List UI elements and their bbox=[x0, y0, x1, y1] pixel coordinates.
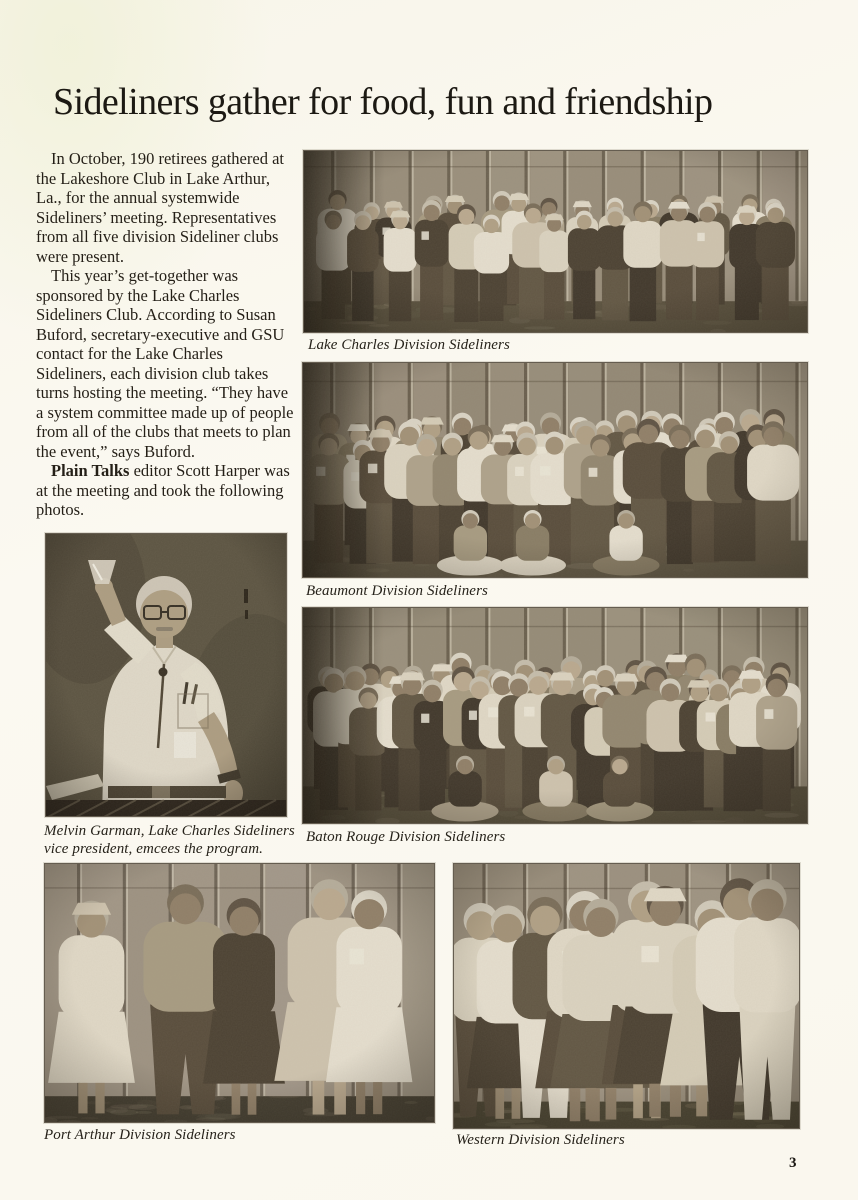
caption-melvin-garman: Melvin Garman, Lake Charles Sideliners vice president, emcees the program. bbox=[44, 823, 295, 857]
photo-melvin-garman bbox=[45, 533, 287, 817]
photo-beaumont-sideliners bbox=[302, 362, 808, 578]
caption-lake-charles: Lake Charles Division Sideliners bbox=[308, 337, 510, 353]
article-body bbox=[36, 149, 294, 520]
article-paragraph bbox=[36, 149, 294, 266]
plain-talks-emphasis: Plain Talks bbox=[51, 461, 130, 480]
paragraph-text: In October, 190 retirees gathered at the Lakeshore Club in Lake Arthur, La., for the annual systemwide Sideliners’ meeting. Representatives from all five division Sideliner clubs were present. bbox=[36, 149, 284, 266]
caption-western: Western Division Sideliners bbox=[456, 1132, 625, 1148]
article-paragraph bbox=[36, 266, 294, 461]
caption-port-arthur: Port Arthur Division Sideliners bbox=[44, 1127, 236, 1143]
article-paragraph bbox=[36, 461, 294, 520]
photo-western-sideliners bbox=[453, 863, 800, 1129]
photo-baton-rouge-sideliners bbox=[302, 607, 808, 824]
page-headline: Sideliners gather for food, fun and friendship bbox=[53, 81, 713, 123]
photo-port-arthur-sideliners bbox=[44, 863, 435, 1123]
paragraph-text: editor Scott Harper was at the meeting and took the following photos. bbox=[36, 461, 290, 519]
page-number: 3 bbox=[789, 1155, 797, 1171]
caption-baton-rouge: Baton Rouge Division Sideliners bbox=[306, 829, 506, 845]
caption-beaumont: Beaumont Division Sideliners bbox=[306, 583, 488, 599]
melvin-photo-illustration bbox=[46, 534, 287, 817]
paragraph-text: This year’s get-together was sponsored by the Lake Charles Sideliners Club. According to Susan Buford, secretary-executive and GSU contact for the Lake Charles Sideliners, each division club takes turns hosting the meeting. “They have a system committee made up of people from all of the clubs that meets to plan the event,” says Buford. bbox=[36, 266, 294, 461]
photo-lake-charles-sideliners bbox=[303, 150, 808, 333]
